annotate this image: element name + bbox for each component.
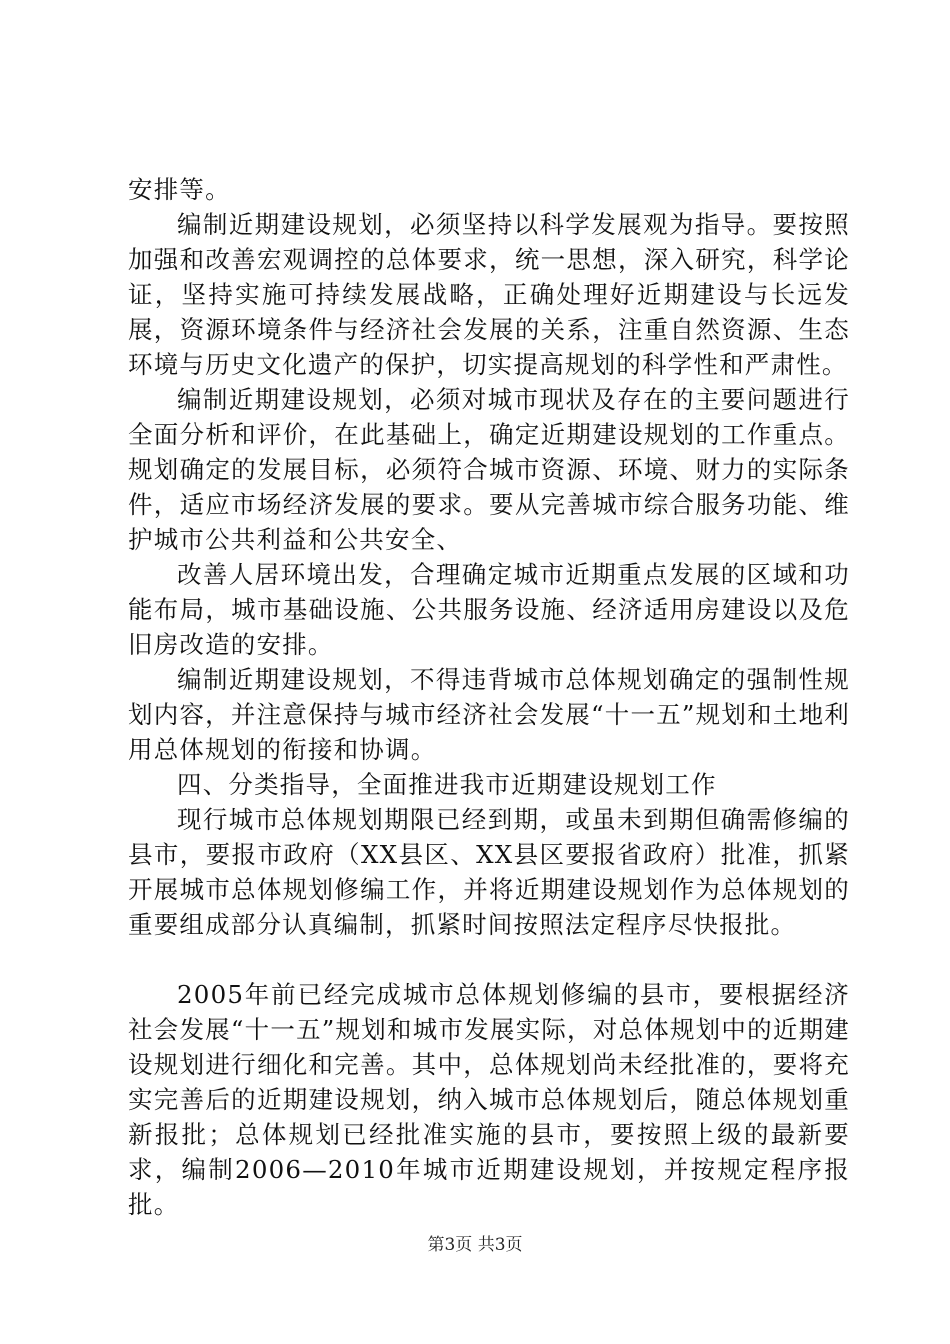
paragraph-continuation: 安排等。: [128, 175, 231, 204]
document-body: [128, 172, 850, 1222]
paragraph-living-environment: 改善人居环境出发，合理确定城市近期重点发展的区域和功能布局，城市基础设施、公共服务设施、经济适用房建设以及危旧房改造的安排。: [128, 560, 850, 659]
paragraph-2005-plans: 2005年前已经完成城市总体规划修编的县市，要根据经济社会发展“十一五”规划和城市发展实际，对总体规划中的近期建设规划进行细化和完善。其中，总体规划尚未经批准的，要将充实完善后的近期建设规划，纳入城市总体规划后，随总体规划重新报批；总体规划已经批准实施的县市，要按照上级的最新要求，编制2006—2010年城市近期建设规划，并按规定程序报批。: [128, 980, 850, 1219]
paragraph-guidance: 编制近期建设规划，必须坚持以科学发展观为指导。要按照加强和改善宏观调控的总体要求，统一思想，深入研究，科学论证，坚持实施可持续发展战略，正确处理好近期建设与长远发展，资源环境条件与经济社会发展的关系，注重自然资源、生态环境与历史文化遗产的保护，切实提高规划的科学性和严肃性。: [128, 210, 850, 379]
paragraph-analysis: 编制近期建设规划，必须对城市现状及存在的主要问题进行全面分析和评价，在此基础上，确定近期建设规划的工作重点。规划确定的发展目标，必须符合城市资源、环境、财力的实际条件，适应市场经济发展的要求。要从完善城市综合服务功能、维护城市公共利益和公共安全、: [128, 385, 850, 554]
paragraph-revision: 现行城市总体规划期限已经到期，或虽未到期但确需修编的县市，要报市政府（XX县区、XX县区要报省政府）批准，抓紧开展城市总体规划修编工作，并将近期建设规划作为总体规划的重要组成部分认真编制，抓紧时间按照法定程序尽快报批。: [128, 805, 850, 939]
paragraph-compliance: 编制近期建设规划，不得违背城市总体规划确定的强制性规划内容，并注意保持与城市经济社会发展“十一五”规划和土地利用总体规划的衔接和协调。: [128, 665, 850, 764]
section-heading: 四、分类指导，全面推进我市近期建设规划工作: [177, 770, 717, 799]
page-footer: 第3页 共3页: [427, 1235, 523, 1255]
